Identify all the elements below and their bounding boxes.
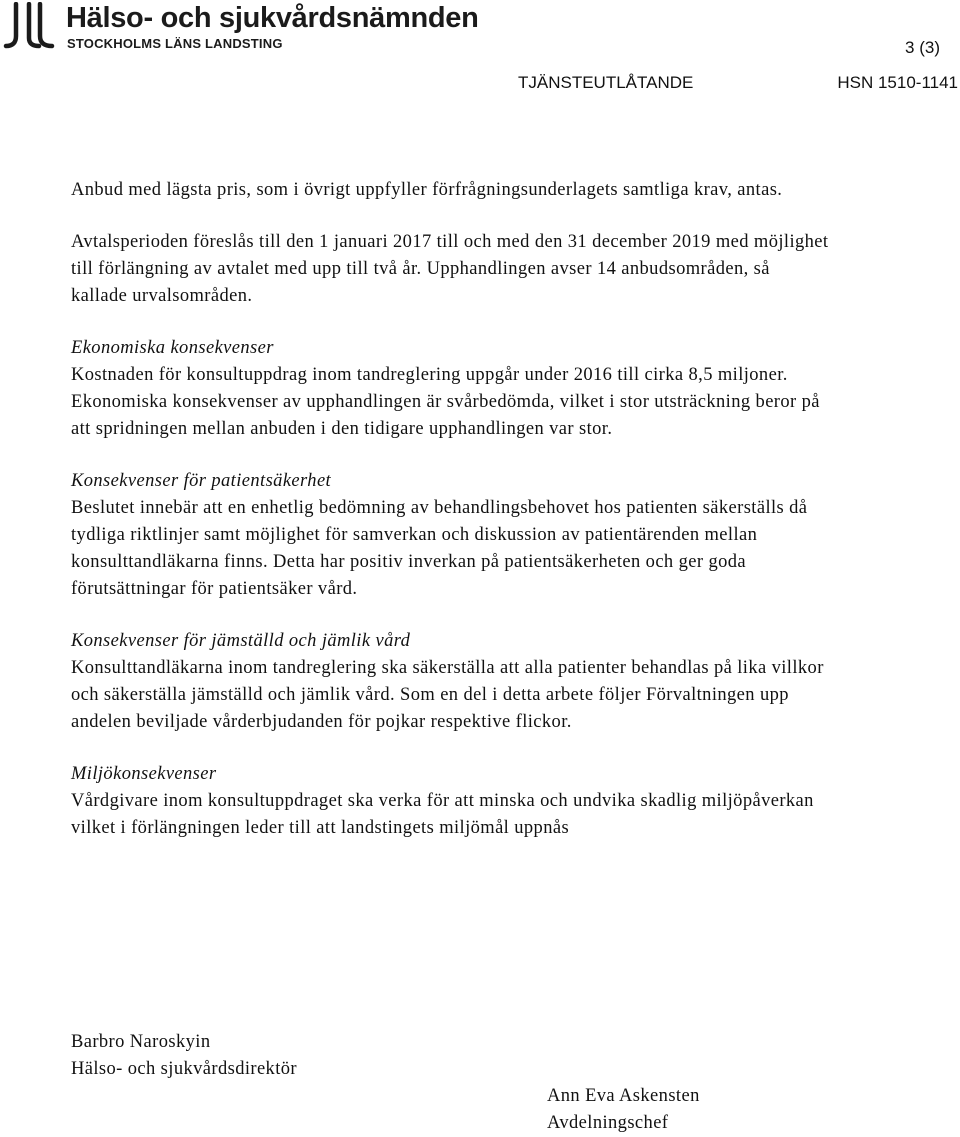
- section-text: Vårdgivare inom konsultuppdraget ska verka för att minska och undvika skadlig miljöpåverkan vilket i förlängningen leder till att landstingets miljömål uppnås: [71, 791, 814, 838]
- section-heading: Konsekvenser för patientsäkerhet: [71, 471, 332, 491]
- sll-logo-icon: [2, 2, 58, 50]
- signatory-name: Ann Eva Askensten: [547, 1086, 700, 1106]
- logo-subtitle: STOCKHOLMS LÄNS LANDSTING: [67, 36, 283, 51]
- logo-title: Hälso- och sjukvårdsnämnden: [66, 2, 479, 34]
- signatory-name: Barbro Naroskyin: [71, 1032, 211, 1052]
- period-paragraph: Avtalsperioden föreslås till den 1 januari 2017 till och med den 31 december 2019 med möjlighet till förlängning av avtalet med upp till två år. Upphandlingen avser 14 anbudsområden, så kallade urvalsområden.: [71, 232, 829, 306]
- page-number: 3 (3): [905, 38, 940, 57]
- signature-director: [71, 1029, 297, 1083]
- section-economic: [71, 335, 831, 443]
- section-equality: [71, 628, 831, 736]
- section-text: Konsulttandläkarna inom tandreglering ska säkerställa att alla patienter behandlas på lika villkor och säkerställa jämställd och jämlik vård. Som en del i detta arbete följer Förvaltningen upp andelen beviljade vårderbjudanden för pojkar respektive flickor.: [71, 658, 824, 732]
- section-heading: Miljökonsekvenser: [71, 764, 217, 784]
- section-text: Beslutet innebär att en enhetlig bedömning av behandlingsbehovet hos patienten säkerställs då tydliga riktlinjer samt möjlighet för samverkan och diskussion av patientärenden mellan konsulttandläkarna finns. Detta har positiv inverkan på patientsäkerheten och ger goda förutsättningar för patientsäker vård.: [71, 498, 808, 599]
- section-heading: Konsekvenser för jämställd och jämlik vård: [71, 631, 411, 651]
- section-patient-safety: [71, 468, 831, 603]
- document-body: [71, 177, 831, 867]
- section-heading: Ekonomiska konsekvenser: [71, 338, 274, 358]
- signature-department-head: [547, 1083, 700, 1137]
- section-text: Kostnaden för konsultuppdrag inom tandreglering uppgår under 2016 till cirka 8,5 miljoner. Ekonomiska konsekvenser av upphandlingen är svårbedömda, vilket i stor utsträckning beror på att spridningen mellan anbuden i den tidigare upphandlingen var stor.: [71, 365, 820, 439]
- signatory-title: Avdelningschef: [547, 1113, 669, 1133]
- section-environment: [71, 761, 831, 842]
- intro-paragraph: Anbud med lägsta pris, som i övrigt uppfyller förfrågningsunderlagets samtliga krav, antas.: [71, 180, 783, 200]
- document-reference: HSN 1510-1141: [837, 73, 958, 92]
- signatory-title: Hälso- och sjukvårdsdirektör: [71, 1059, 297, 1079]
- organization-logo: [0, 0, 480, 56]
- document-type: TJÄNSTEUTLÅTANDE: [518, 73, 694, 92]
